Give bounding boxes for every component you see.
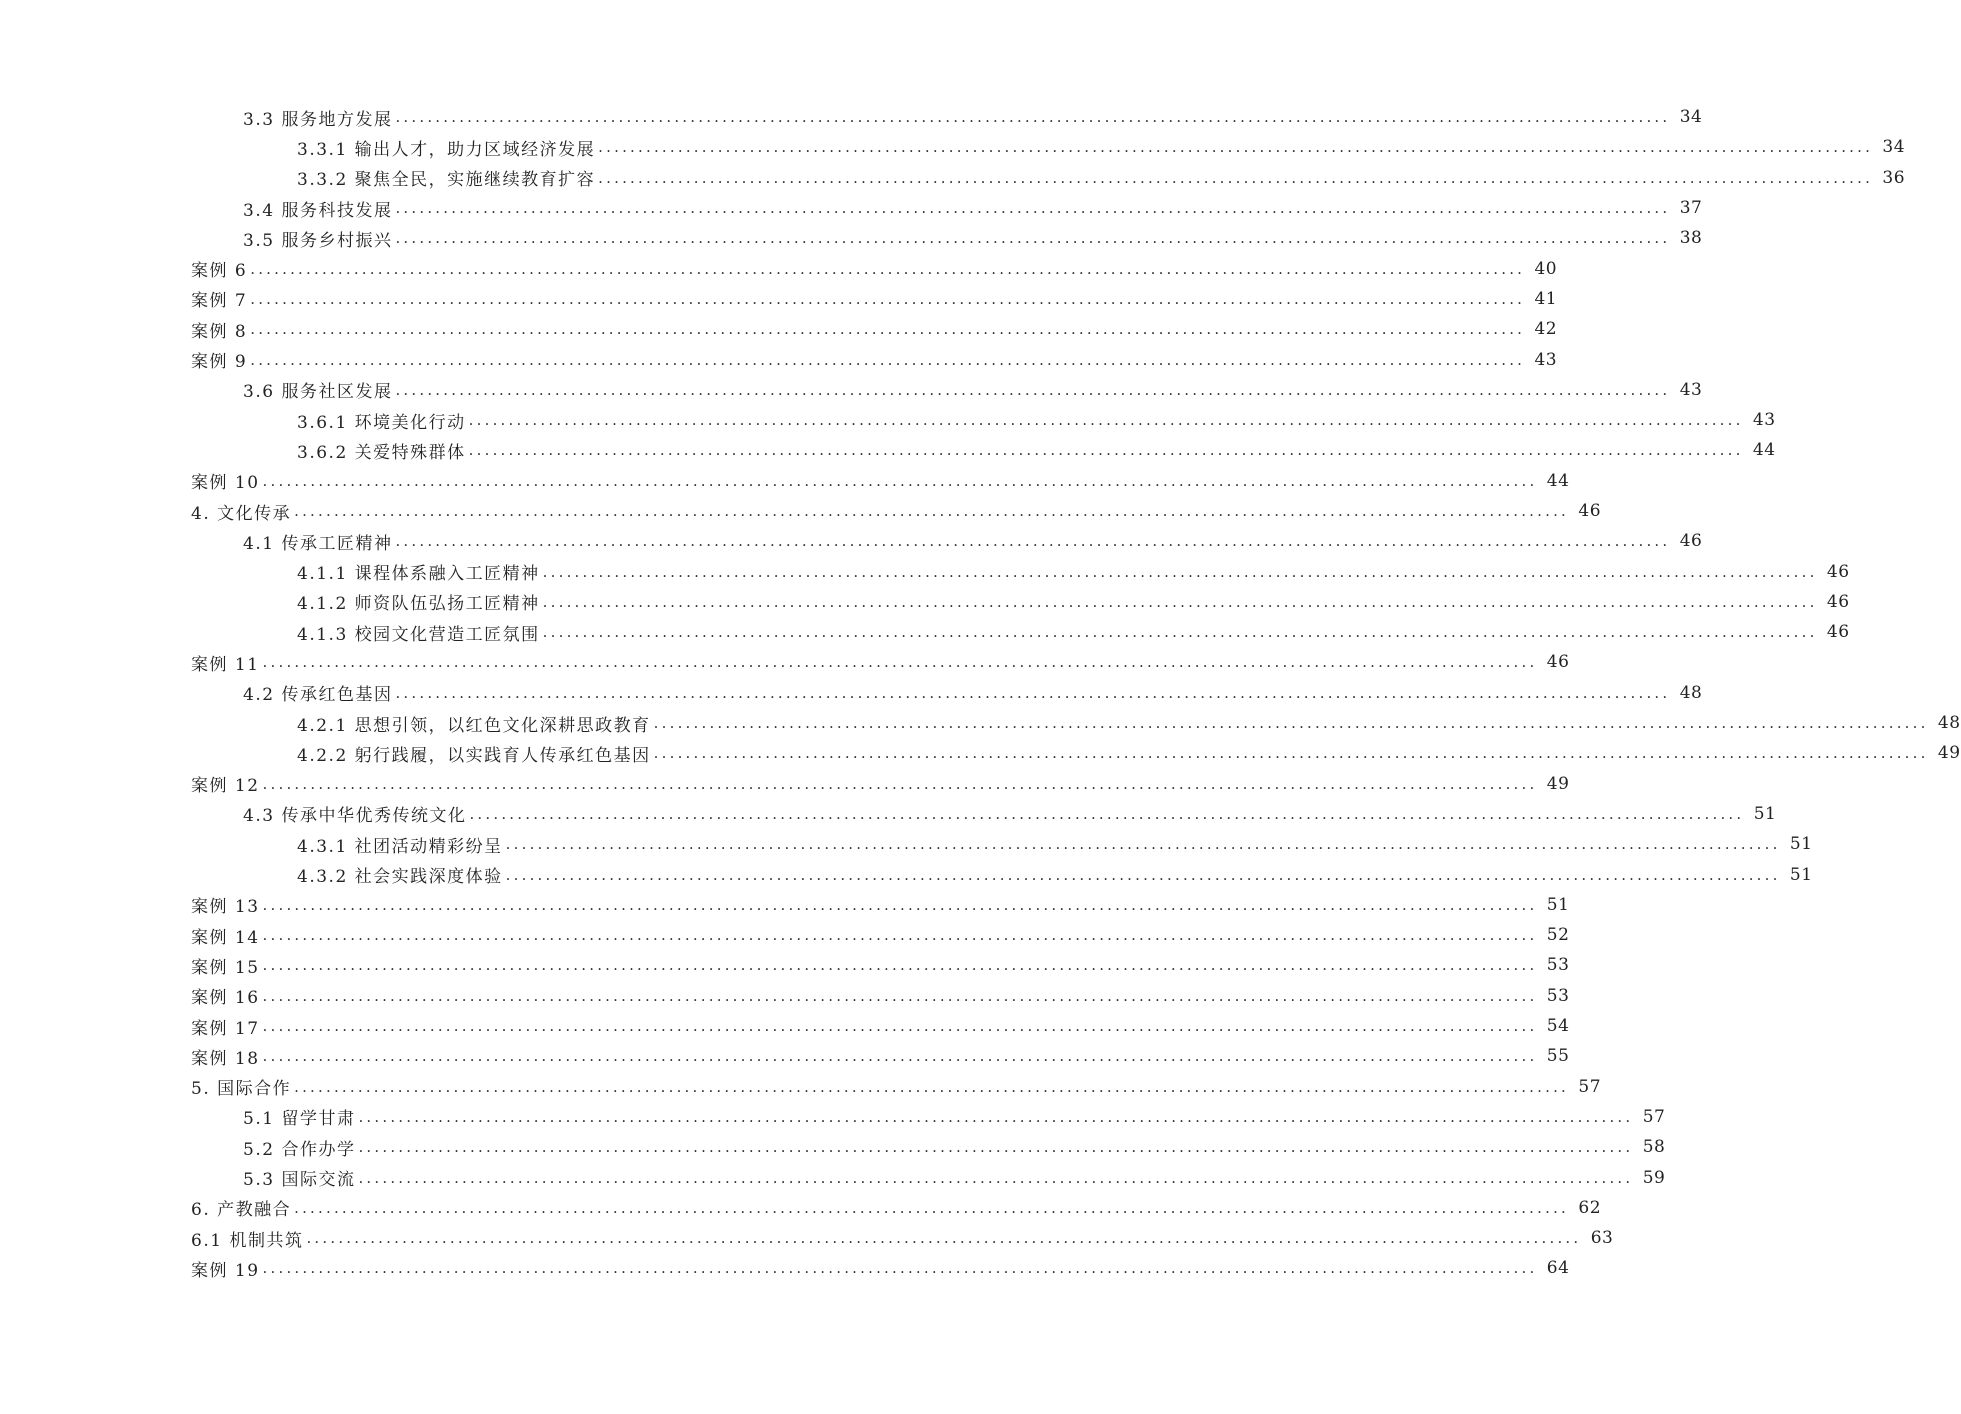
toc-dot-leader: ................................................................................................................................................................ (262, 926, 1538, 945)
toc-entry[interactable] (0, 284, 1558, 314)
toc-entry-title: 3.3.1 输出人才，助力区域经济发展 (297, 139, 596, 160)
toc-dot-leader: ................................................................................................................................................................ (468, 411, 1744, 430)
toc-page-number: 34 (1882, 137, 1906, 158)
toc-entry[interactable] (0, 981, 1570, 1011)
toc-dot-leader: ................................................................................................................................................................ (262, 956, 1538, 975)
toc-dot-leader: ................................................................................................................................................................ (653, 744, 1929, 763)
toc-dot-leader: ................................................................................................................................................................ (250, 320, 1526, 339)
toc-dot-leader: ................................................................................................................................................................ (358, 1138, 1634, 1157)
toc-page-number: 48 (1937, 713, 1961, 734)
toc-entry[interactable] (0, 829, 1813, 859)
toc-page-number: 43 (1679, 379, 1703, 400)
toc-entry[interactable] (0, 253, 1558, 283)
toc-entry-title: 5.3 国际交流 (243, 1170, 356, 1191)
toc-entry[interactable] (0, 1011, 1570, 1041)
toc-entry[interactable] (0, 1253, 1570, 1283)
toc-dot-leader: ................................................................................................................................................................ (262, 1259, 1538, 1278)
toc-page-number: 46 (1826, 622, 1850, 643)
toc-entry[interactable] (0, 769, 1570, 799)
toc-page-number: 51 (1789, 864, 1813, 885)
toc-entry-title: 4. 文化传承 (191, 503, 292, 524)
toc-dot-leader: ................................................................................................................................................................ (598, 168, 1874, 187)
toc-dot-leader: ................................................................................................................................................................ (294, 502, 1570, 520)
toc-page-number: 54 (1546, 1016, 1570, 1037)
toc-entry-title: 4.3 传承中华优秀传统文化 (243, 806, 467, 827)
toc-entry[interactable] (0, 1072, 1602, 1102)
toc-entry-title: 3.6.2 关爱特殊群体 (297, 442, 466, 463)
toc-dot-leader: ................................................................................................................................................................ (653, 714, 1929, 733)
toc-dot-leader: ................................................................................................................................................................ (542, 562, 1818, 581)
toc-entry-title: 6. 产教融合 (191, 1200, 292, 1221)
toc-dot-leader: ................................................................................................................................................................ (262, 1017, 1538, 1036)
toc-page-number: 46 (1679, 531, 1703, 552)
toc-entry[interactable] (0, 102, 1703, 132)
toc-entry[interactable] (0, 405, 1776, 435)
toc-entry[interactable] (0, 496, 1602, 526)
toc-page-number: 55 (1546, 1046, 1570, 1067)
toc-page-number: 46 (1826, 561, 1850, 582)
toc-page-number: 59 (1642, 1167, 1666, 1188)
toc-entry-title: 案例 9 (191, 352, 248, 373)
toc-entry[interactable] (0, 920, 1570, 950)
toc-entry[interactable] (0, 708, 1961, 738)
toc-page-number: 41 (1534, 288, 1558, 309)
toc-page-number: 43 (1534, 349, 1558, 370)
toc-entry-title: 4.2.1 思想引领，以红色文化深耕思政教育 (297, 715, 651, 736)
toc-entry[interactable] (0, 556, 1850, 586)
toc-entry[interactable] (0, 163, 1906, 193)
toc-dot-leader: ................................................................................................................................................................ (468, 441, 1744, 460)
toc-page-number: 51 (1546, 894, 1570, 915)
toc-page-number: 36 (1882, 167, 1906, 188)
toc-dot-leader: ................................................................................................................................................................ (294, 1077, 1570, 1096)
toc-page-number: 34 (1679, 107, 1703, 128)
toc-entry-title: 4.3.1 社团活动精彩纷呈 (297, 836, 503, 857)
toc-page-number: 57 (1578, 1076, 1602, 1097)
toc-entry-title: 案例 16 (191, 988, 260, 1009)
toc-dot-leader: ................................................................................................................................................................ (250, 259, 1526, 278)
toc-entry-title: 3.5 服务乡村振兴 (243, 230, 393, 251)
toc-entry[interactable] (0, 950, 1570, 980)
toc-entry[interactable] (0, 344, 1558, 374)
toc-entry-title: 4.3.2 社会实践深度体验 (297, 867, 503, 888)
toc-entry[interactable] (0, 738, 1961, 768)
toc-entry[interactable] (0, 193, 1703, 223)
toc-entry[interactable] (0, 1162, 1666, 1192)
toc-entry-title: 3.6 服务社区发展 (243, 382, 393, 403)
toc-page-number: 53 (1546, 955, 1570, 976)
toc-page-number: 49 (1546, 773, 1570, 794)
toc-entry-title: 案例 14 (191, 927, 260, 948)
table-of-contents (0, 102, 1961, 1284)
toc-entry[interactable] (0, 799, 1777, 829)
toc-page-number: 57 (1642, 1106, 1666, 1127)
toc-dot-leader: ................................................................................................................................................................ (262, 471, 1538, 490)
toc-page-number: 49 (1937, 743, 1961, 764)
toc-entry-title: 案例 12 (191, 776, 260, 797)
toc-entry[interactable] (0, 314, 1558, 344)
toc-entry-title: 4.1.1 课程体系融入工匠精神 (297, 564, 540, 585)
toc-dot-leader: ................................................................................................................................................................ (262, 653, 1538, 672)
toc-entry-title: 4.2 传承红色基因 (243, 685, 393, 706)
toc-page-number: 37 (1679, 198, 1703, 219)
toc-dot-leader: ................................................................................................................................................................ (262, 986, 1538, 1005)
toc-dot-leader: ................................................................................................................................................................ (395, 380, 1671, 399)
toc-page-number: 42 (1534, 319, 1558, 340)
toc-page-number: 46 (1546, 652, 1570, 673)
toc-dot-leader: ................................................................................................................................................................ (294, 1198, 1570, 1217)
toc-dot-leader: ................................................................................................................................................................ (395, 199, 1671, 218)
toc-entry-title: 5.1 留学甘肃 (243, 1109, 356, 1130)
toc-dot-leader: ................................................................................................................................................................ (262, 895, 1538, 914)
toc-dot-leader: ................................................................................................................................................................ (250, 350, 1526, 369)
toc-entry-title: 案例 17 (191, 1018, 260, 1039)
toc-page-number: 40 (1534, 258, 1558, 279)
toc-entry-title: 6.1 机制共筑 (191, 1230, 304, 1251)
toc-dot-leader: ................................................................................................................................................................ (262, 774, 1538, 793)
toc-entry-title: 3.6.1 环境美化行动 (297, 412, 466, 433)
toc-dot-leader: ................................................................................................................................................................ (358, 1107, 1634, 1126)
toc-dot-leader: ................................................................................................................................................................ (542, 592, 1818, 611)
toc-entry[interactable] (0, 435, 1776, 465)
toc-dot-leader: ................................................................................................................................................................ (395, 229, 1671, 248)
toc-entry[interactable] (0, 890, 1570, 920)
toc-page-number: 62 (1578, 1197, 1602, 1218)
toc-entry-title: 4.1.3 校园文化营造工匠氛围 (297, 624, 540, 645)
toc-entry[interactable] (0, 1193, 1602, 1223)
toc-dot-leader: ................................................................................................................................................................ (505, 865, 1781, 884)
toc-entry[interactable] (0, 375, 1703, 405)
toc-entry[interactable] (0, 647, 1570, 677)
toc-entry[interactable] (0, 617, 1850, 647)
toc-entry-title: 案例 13 (191, 897, 260, 918)
toc-entry-title: 案例 19 (191, 1260, 260, 1281)
toc-dot-leader: ................................................................................................................................................................ (262, 1047, 1538, 1066)
toc-entry-title: 案例 15 (191, 957, 260, 978)
toc-dot-leader: ................................................................................................................................................................ (358, 1168, 1634, 1187)
toc-dot-leader: ................................................................................................................................................................ (395, 108, 1671, 127)
toc-entry-title: 4.2.2 躬行践履，以实践育人传承红色基因 (297, 745, 651, 766)
toc-entry-title: 3.3.2 聚焦全民，实施继续教育扩容 (297, 170, 596, 191)
toc-entry-title: 5. 国际合作 (191, 1079, 292, 1100)
toc-page-number: 58 (1642, 1137, 1666, 1158)
toc-dot-leader: ................................................................................................................................................................ (306, 1229, 1582, 1248)
toc-entry-title: 5.2 合作办学 (243, 1139, 356, 1160)
toc-page-number: 48 (1679, 682, 1703, 703)
toc-page-number: 64 (1546, 1258, 1570, 1279)
toc-page-number: 46 (1826, 591, 1850, 612)
toc-entry-title: 案例 7 (191, 291, 248, 312)
toc-entry-title: 3.4 服务科技发展 (243, 200, 393, 221)
toc-dot-leader: ................................................................................................................................................................ (469, 804, 1745, 823)
toc-page-number: 63 (1590, 1228, 1614, 1249)
toc-entry-title: 案例 18 (191, 1048, 260, 1069)
toc-entry-title: 3.3 服务地方发展 (243, 109, 393, 130)
toc-entry[interactable] (0, 526, 1703, 556)
toc-entry-title: 案例 11 (191, 654, 260, 675)
toc-entry-title: 案例 6 (191, 261, 248, 282)
toc-entry[interactable] (0, 1223, 1614, 1253)
toc-page-number: 46 (1578, 501, 1602, 521)
toc-dot-leader: ................................................................................................................................................................ (598, 138, 1874, 157)
toc-dot-leader: ................................................................................................................................................................ (505, 835, 1781, 854)
toc-dot-leader: ................................................................................................................................................................ (395, 532, 1671, 551)
toc-dot-leader: ................................................................................................................................................................ (542, 623, 1818, 642)
toc-entry[interactable] (0, 587, 1850, 617)
toc-entry-title: 案例 8 (191, 321, 248, 342)
toc-dot-leader: ................................................................................................................................................................ (250, 289, 1526, 308)
toc-page-number: 52 (1546, 925, 1570, 946)
toc-page-number: 51 (1753, 803, 1777, 824)
toc-page-number: 53 (1546, 985, 1570, 1006)
toc-dot-leader: ................................................................................................................................................................ (395, 683, 1671, 702)
toc-page-number: 44 (1546, 470, 1570, 491)
toc-entry[interactable] (0, 859, 1813, 889)
toc-entry[interactable] (0, 132, 1906, 162)
toc-page-number: 38 (1679, 228, 1703, 249)
toc-entry[interactable] (0, 1132, 1666, 1162)
toc-entry-title: 4.1 传承工匠精神 (243, 533, 393, 554)
toc-entry[interactable] (0, 1102, 1666, 1132)
toc-page-number: 44 (1752, 440, 1776, 461)
toc-page-number: 51 (1789, 834, 1813, 855)
toc-entry-title: 4.1.2 师资队伍弘扬工匠精神 (297, 594, 540, 615)
toc-entry[interactable] (0, 678, 1703, 708)
toc-entry[interactable] (0, 223, 1703, 253)
toc-entry[interactable] (0, 1041, 1570, 1071)
toc-page-number: 43 (1752, 410, 1776, 431)
toc-entry-title: 案例 10 (191, 473, 260, 494)
toc-entry[interactable] (0, 466, 1570, 496)
